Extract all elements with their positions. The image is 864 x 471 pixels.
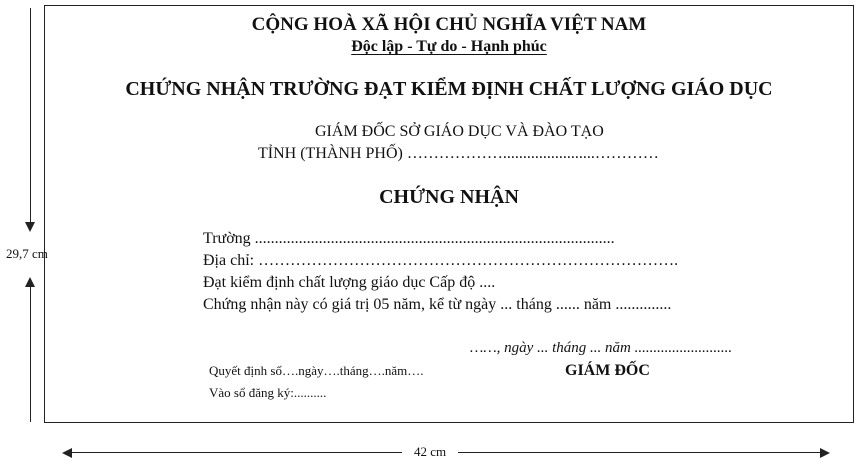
country-name: CỘNG HOÀ XÃ HỘI CHỦ NGHĨA VIỆT NAM — [251, 14, 647, 35]
address-line: Địa chỉ: ……………………………………………………………………. — [203, 252, 679, 269]
signer-title: GIÁM ĐỐC — [565, 362, 650, 379]
motto — [45, 38, 853, 56]
width-label: 42 cm — [414, 444, 447, 459]
motto-text: Độc lập - Tự do - Hạnh phúc — [351, 38, 547, 55]
certify-heading: CHỨNG NHẬN — [379, 186, 519, 208]
decision-line: Quyết định số….ngày….tháng….năm…. — [209, 363, 424, 378]
width-line-right — [458, 452, 822, 453]
height-line-bottom — [30, 286, 31, 422]
level-line: Đạt kiểm định chất lượng giáo dục Cấp độ .... — [203, 274, 496, 291]
certificate-title: CHỨNG NHẬN TRƯỜNG ĐẠT KIỂM ĐỊNH CHẤT LƯỢNG GIÁO DỤC — [125, 78, 773, 100]
certificate-frame — [44, 5, 854, 423]
width-line-left — [70, 452, 402, 453]
height-label: 29,7 cm — [6, 246, 48, 261]
height-arrow-down-icon — [25, 222, 35, 232]
issuer-line-2: TỈNH (THÀNH PHỐ) ……………….......................………… — [258, 145, 659, 162]
width-arrow-right-icon — [820, 448, 830, 458]
height-line-top — [30, 8, 31, 224]
school-line: Trường .......................................................................................... — [203, 230, 615, 247]
validity-line: Chứng nhận này có giá trị 05 năm, kể từ ngày ... tháng ...... năm .............. — [203, 296, 672, 313]
issuer-line-1: GIÁM ĐỐC SỞ GIÁO DỤC VÀ ĐÀO TẠO — [315, 123, 604, 140]
registry-line: Vào sổ đăng ký:.......... — [209, 385, 327, 400]
date-line: ……, ngày ... tháng ... năm .......................... — [470, 340, 733, 356]
